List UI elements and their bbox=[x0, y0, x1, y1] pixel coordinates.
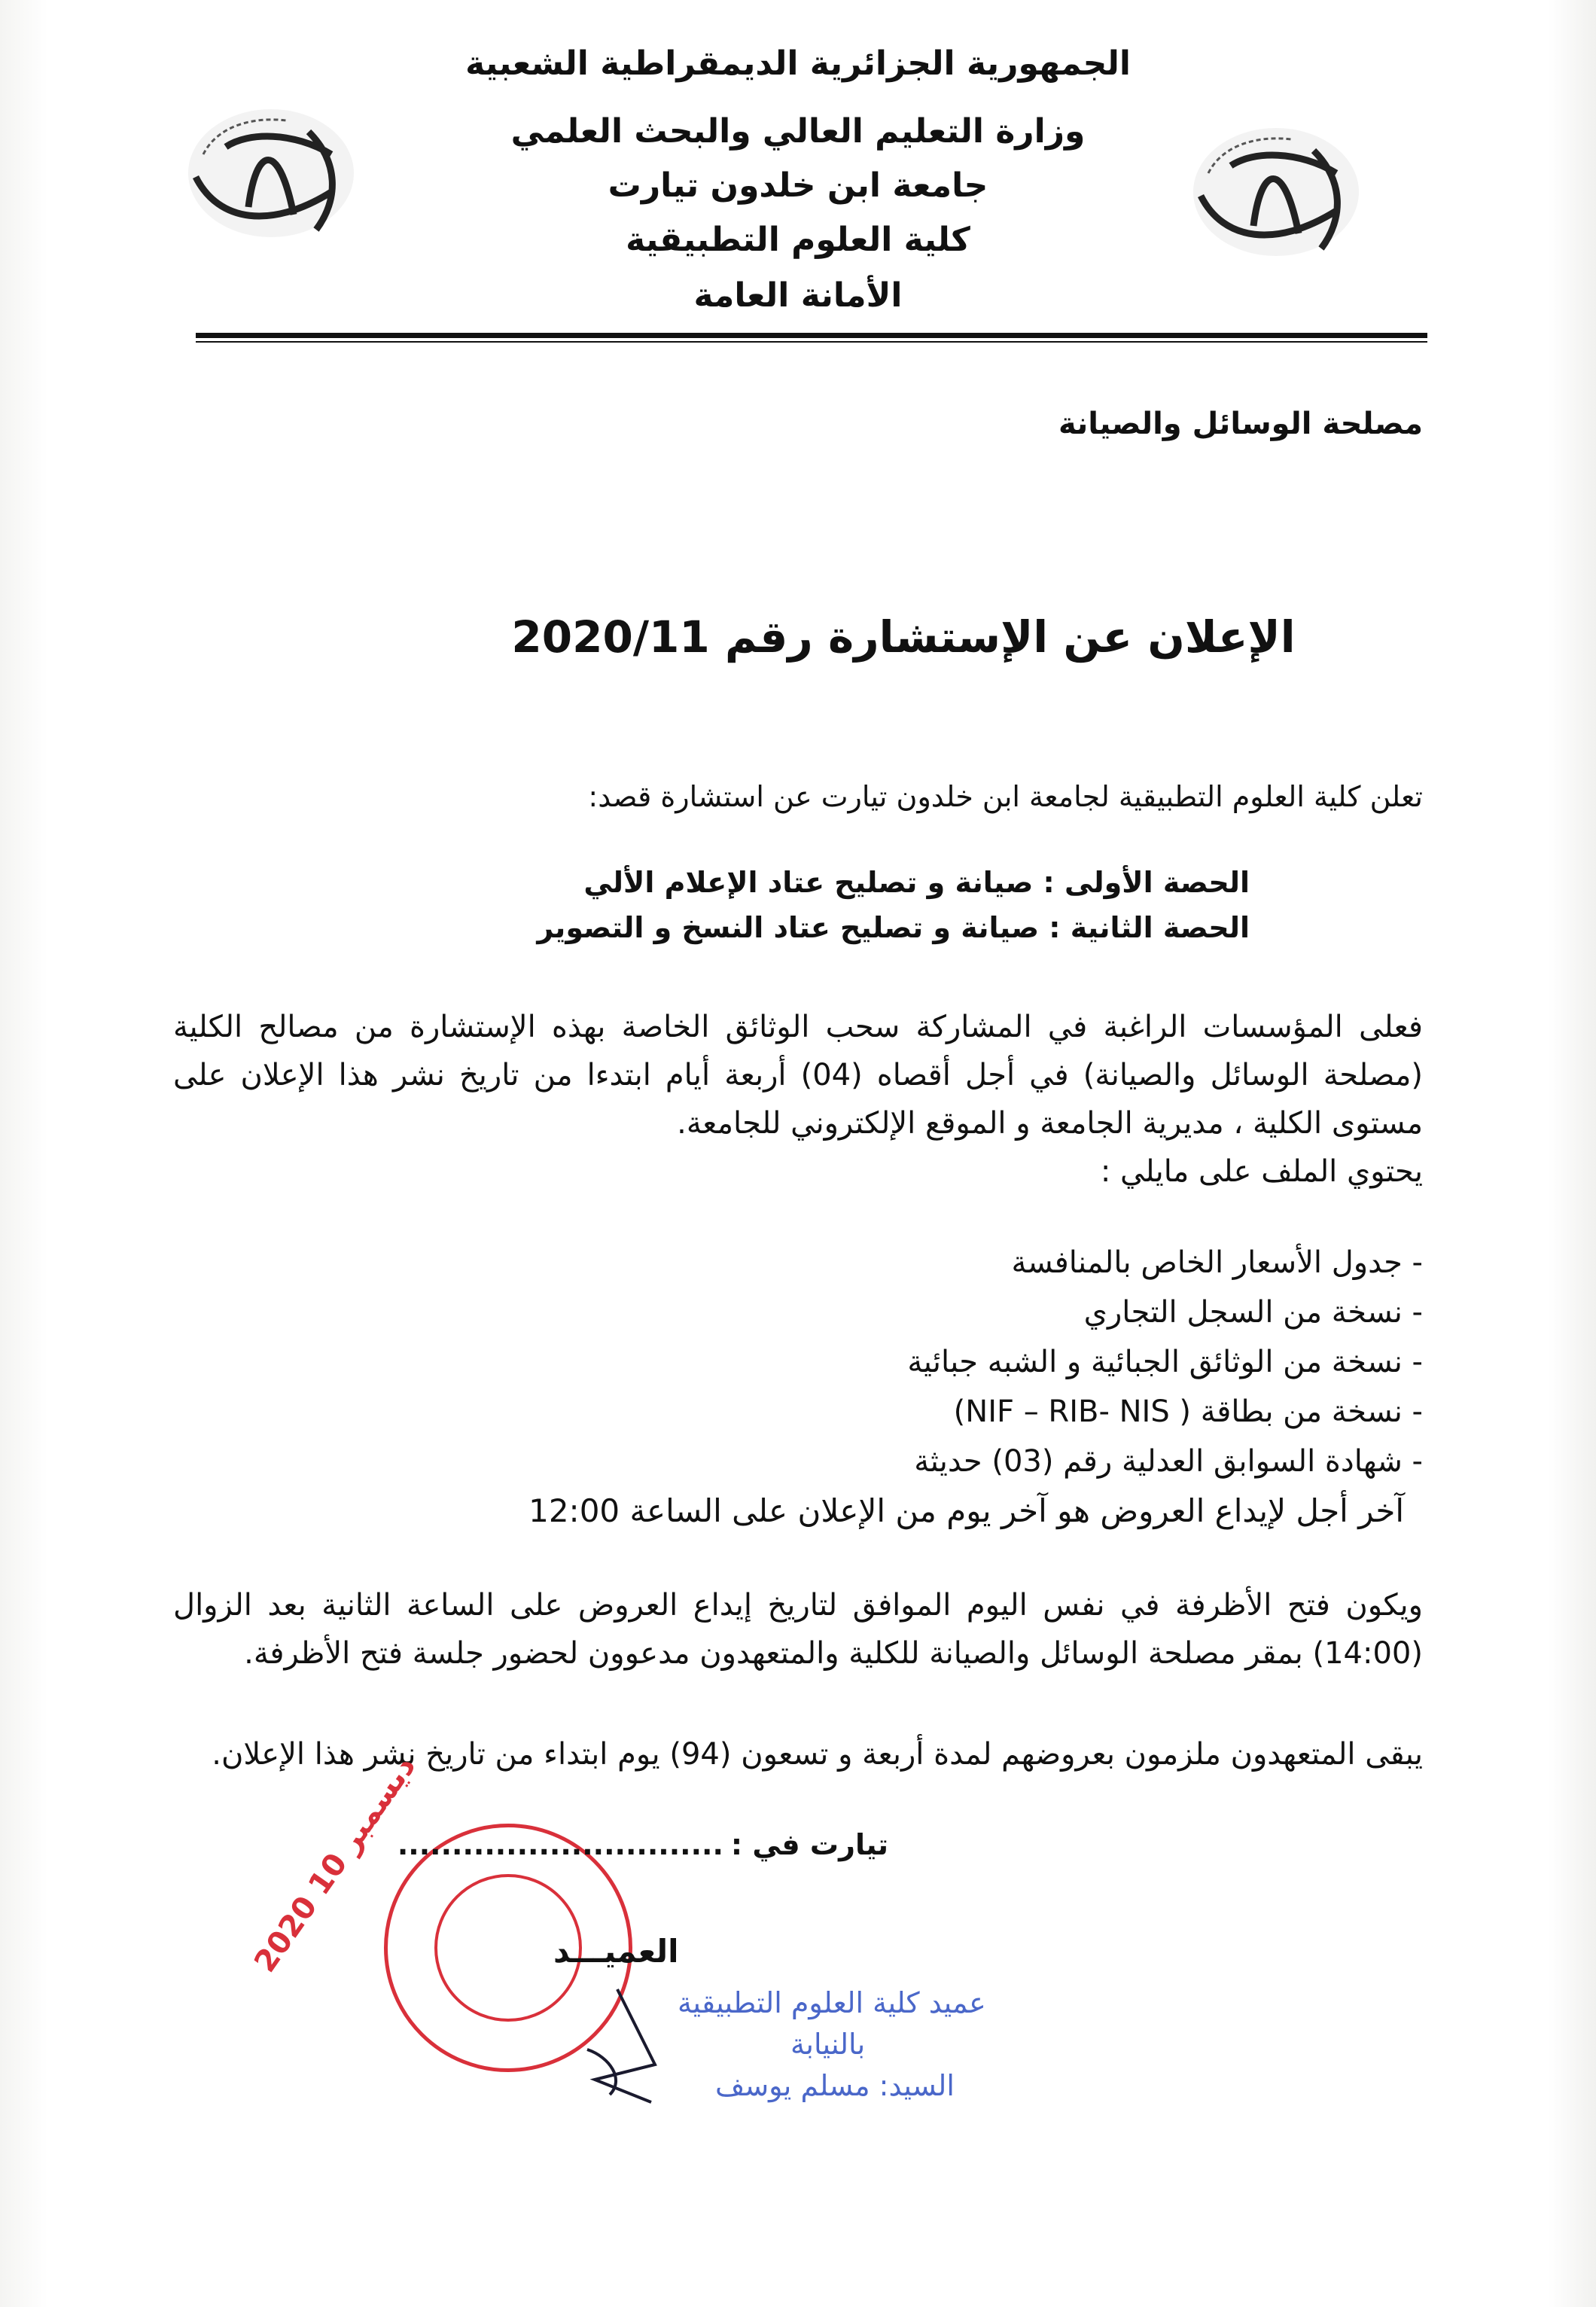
header-divider bbox=[196, 333, 1427, 338]
header-university: جامعة ابن خلدون تيارت bbox=[608, 166, 988, 205]
lot-2: الحصة الثانية : صيانة و تصليح عتاد النسخ و التصوير bbox=[537, 911, 1250, 944]
paragraph-validity: يبقى المتعهدون ملزمون بعروضهم لمدة أربعة و تسعون (94) يوم ابتداء من تاريخ نشر هذا الإعلان. bbox=[212, 1737, 1423, 1772]
file-item: - نسخة من السجل التجاري bbox=[1083, 1295, 1423, 1330]
header-faculty: كلية العلوم التطبيقية bbox=[626, 221, 970, 259]
dean-label: العميـــد bbox=[553, 1933, 679, 1970]
place-date-row bbox=[397, 1827, 888, 1862]
blue-stamp-line: السيد: مسلم يوسف bbox=[715, 2069, 955, 2102]
file-item: - نسخة من الوثائق الجبائية و الشبه جبائية bbox=[907, 1345, 1423, 1379]
file-item: - جدول الأسعار الخاص بالمنافسة bbox=[1011, 1245, 1423, 1280]
header-republic: الجمهورية الجزائرية الديمقراطية الشعبية bbox=[465, 44, 1131, 83]
header-secretariat: الأمانة العامة bbox=[693, 276, 903, 315]
paragraph-withdrawal: فعلى المؤسسات الراغبة في المشاركة سحب الوثائق الخاصة بهذه الإستشارة من مصالح الكلية (مصلحة الوسائل والصيانة) في أجل أقصاه (04) أربعة أيام ابتدءا من تاريخ نشر هذا الإعلان على مستوى الكلية ، مديرية الجامعة و الموقع الإلكتروني للجامعة. bbox=[173, 1010, 1423, 1141]
handwritten-signature bbox=[572, 1982, 678, 2110]
blue-stamp-line: بالنيابة bbox=[790, 2028, 866, 2061]
announcement-body bbox=[0, 777, 1596, 2140]
place-date-label: تيارت في : bbox=[730, 1828, 888, 1861]
deadline-text: آخر أجل لإيداع العروض هو آخر يوم من الإعلان على الساعة 12:00 bbox=[528, 1492, 1404, 1529]
blue-stamp-line: عميد كلية العلوم التطبيقية bbox=[678, 1986, 986, 2019]
file-item: - شهادة السوابق العدلية رقم (03) حديثة bbox=[914, 1444, 1423, 1479]
date-stamp: 2020 ديسمبر 10 bbox=[248, 1749, 423, 1979]
intro-text: تعلن كلية العلوم التطبيقية لجامعة ابن خلدون تيارت عن استشارة قصد: bbox=[588, 780, 1423, 813]
header-divider-thin bbox=[196, 341, 1427, 343]
department-name: مصلحة الوسائل والصيانة bbox=[1058, 407, 1423, 441]
header-ministry: وزارة التعليم العالي والبحث العلمي bbox=[510, 112, 1086, 151]
lots-list bbox=[173, 860, 1250, 950]
paragraph-opening: ويكون فتح الأظرفة في نفس اليوم الموافق لتاريخ إيداع العروض على الساعة الثانية بعد الزوال (14:00) بمقر مصلحة الوسائل والصيانة للكلية والمتعهدون مدعوون لحضور جلسة فتح الأظرفة. bbox=[173, 1588, 1423, 1671]
date-dots: .............................. bbox=[397, 1828, 723, 1861]
file-contents-label: يحتوي الملف على مايلي : bbox=[1100, 1154, 1423, 1189]
file-items-list bbox=[173, 1238, 1423, 1486]
lot-1: الحصة الأولى : صيانة و تصليح عتاد الإعلام الألي bbox=[583, 866, 1250, 899]
announcement-title: الإعلان عن الإستشارة رقم 2020/11 bbox=[511, 611, 1296, 663]
file-item: - نسخة من بطاقة ( NIF – RIB- NIS) bbox=[953, 1394, 1423, 1429]
